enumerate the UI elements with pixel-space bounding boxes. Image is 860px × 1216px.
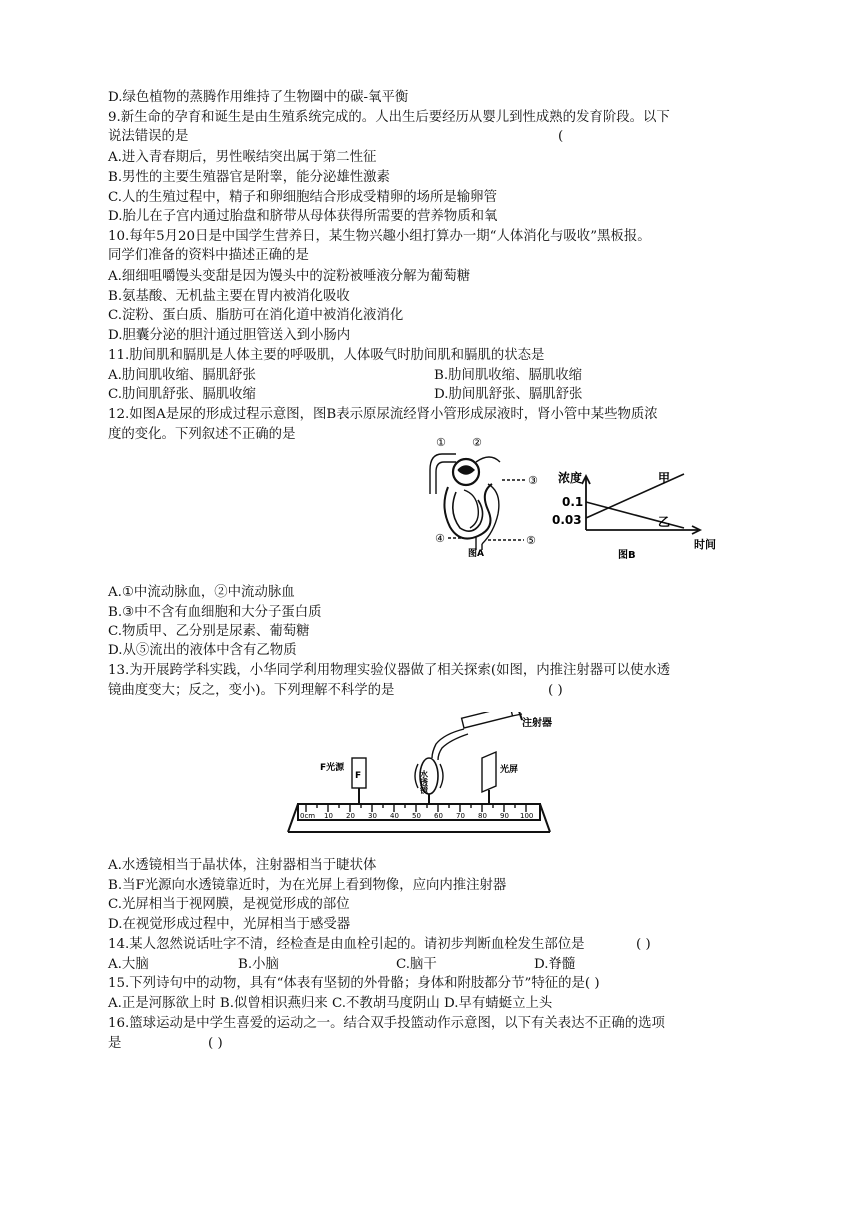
q11-stem: 11.肋间肌和膈肌是人体主要的呼吸肌，人体吸气时肋间肌和膈肌的状态是 [108, 348, 545, 363]
q15-stem: 15.下列诗句中的动物，具有“体表有坚韧的外骨骼；身体和附肢都分节”特征的是( ) [108, 976, 600, 991]
q13-stem-cont: 镜曲度变大；反之，变小)。下列理解不科学的是 [108, 683, 395, 698]
fig-b-xlabel: 时间 [694, 538, 716, 551]
q11-option-b: B.肋间肌收缩、膈肌收缩 [434, 368, 583, 383]
q11-option-d: D.肋间肌舒张、膈肌舒张 [434, 387, 583, 402]
ruler-label-100: 100 [520, 812, 534, 820]
ruler-label-80: 80 [478, 812, 487, 820]
fig-a-mark-2: ② [472, 436, 482, 449]
f-letter-label: F [355, 771, 362, 781]
q12-stem-cont: 度的变化。下列叙述不正确的是 [108, 427, 296, 442]
q12-stem: 12.如图A是尿的形成过程示意图，图B表示原尿流经肾小管形成尿液时，肾小管中某些物质浓 [108, 407, 658, 422]
water-lens-label: 水透镜 [419, 770, 429, 794]
ruler-label-20: 20 [346, 812, 355, 820]
fig-b-series-yi-label: 乙 [658, 515, 671, 529]
q9-option-c: C.人的生殖过程中，精子和卵细胞结合形成受精卵的场所是输卵管 [108, 190, 497, 205]
f-source-label: F光源 [320, 763, 345, 773]
ruler-label-90: 90 [500, 812, 509, 820]
q9-stem-cont: 说法错误的是 [108, 129, 189, 144]
fig-a-mark-3: ③ [528, 474, 538, 487]
q10-option-a: A.细细咀嚼馒头变甜是因为馒头中的淀粉被唾液分解为葡萄糖 [108, 269, 471, 284]
ruler-label-70: 70 [456, 812, 465, 820]
q12-option-d: D.从⑤流出的液体中含有乙物质 [108, 643, 297, 658]
ruler-label-30: 30 [368, 812, 377, 820]
q10-option-d: D.胆囊分泌的胆汁通过胆管送入到小肠内 [108, 328, 351, 343]
q9-answer-paren: ( [558, 129, 564, 144]
optical-bench-figure [284, 712, 554, 842]
q16-answer-paren: ( ) [208, 1036, 223, 1051]
q15-options: A.正是河豚欲上时 B.似曾相识燕归来 C.不教胡马度阴山 D.早有蜻蜓立上头 [108, 996, 553, 1011]
q9-option-b: B.男性的主要生殖器官是附睾，能分泌雄性激素 [108, 170, 390, 185]
q13-stem: 13.为开展跨学科实践，小华同学利用物理实验仪器做了相关探索(如图，内推注射器可以使水透 [108, 663, 671, 678]
q10-option-c: C.淀粉、蛋白质、脂肪可在消化道中被消化液消化 [108, 308, 404, 323]
ruler-label-40: 40 [390, 812, 399, 820]
q13-option-c: C.光屏相当于视网膜，是视觉形成的部位 [108, 897, 350, 912]
fig-a-mark-1: ① [436, 436, 446, 449]
fig-a-mark-4: ④ [435, 532, 445, 545]
q10-option-b: B.氨基酸、无机盐主要在胃内被消化吸收 [108, 289, 350, 304]
q16-stem: 16.篮球运动是中学生喜爱的运动之一。结合双手投篮动作示意图，以下有关表达不正确的选项 [108, 1016, 665, 1031]
q13-option-b: B.当F光源向水透镜靠近时，为在光屏上看到物像，应向内推注射器 [108, 878, 507, 893]
ruler-label-50: 50 [412, 812, 421, 820]
fig-b-series-jia-label: 甲 [658, 471, 671, 485]
ruler-label-60: 60 [434, 812, 443, 820]
q8-option-d: D.绿色植物的蒸腾作用维持了生物圈中的碳-氧平衡 [108, 90, 409, 105]
q11-option-a: A.肋间肌收缩、膈肌舒张 [108, 368, 256, 383]
q14-option-b: B.小脑 [238, 957, 279, 972]
screen-label: 光屏 [500, 765, 519, 775]
q9-option-a: A.进入青春期后，男性喉结突出属于第二性征 [108, 150, 377, 165]
fig-b-tick-high: 0.1 [562, 495, 584, 509]
concentration-graph [548, 464, 728, 574]
q13-option-d: D.在视觉形成过程中，光屏相当于感受器 [108, 917, 351, 932]
q14-option-d: D.脊髓 [534, 957, 576, 972]
q10-stem-cont: 同学们准备的资料中描述正确的是 [108, 248, 309, 263]
fig-a-mark-5: ⑤ [526, 534, 536, 547]
syringe-label: 注射器 [522, 718, 552, 729]
q12-option-a: A.①中流动脉血，②中流动脉血 [108, 585, 295, 600]
q14-option-a: A.大脑 [108, 957, 149, 972]
q12-option-c: C.物质甲、乙分别是尿素、葡萄糖 [108, 624, 310, 639]
q14-answer-paren: ( ) [636, 937, 651, 952]
fig-b-ylabel: 浓度 [558, 471, 583, 485]
ruler-label-0: 0cm [300, 812, 316, 820]
fig-a-caption: 图A [468, 549, 484, 559]
q12-option-b: B.③中不含有血细胞和大分子蛋白质 [108, 605, 322, 620]
q11-option-c: C.肋间肌舒张、膈肌收缩 [108, 387, 256, 402]
q9-option-d: D.胎儿在子宫内通过胎盘和脐带从母体获得所需要的营养物质和氧 [108, 209, 498, 224]
fig-b-caption: 图B [618, 550, 636, 561]
q9-stem: 9.新生命的孕育和诞生是由生殖系统完成的。人出生后要经历从婴儿到性成熟的发育阶段。以下 [108, 110, 670, 125]
q13-option-a: A.水透镜相当于晶状体，注射器相当于睫状体 [108, 858, 377, 873]
q14-stem: 14.某人忽然说话吐字不清，经检查是由血栓引起的。请初步判断血栓发生部位是 [108, 937, 585, 952]
q13-answer-paren: ( ) [548, 683, 563, 698]
nephron-diagram [418, 432, 553, 562]
q14-option-c: C.脑干 [396, 957, 437, 972]
fig-b-tick-low: 0.03 [552, 513, 582, 527]
q16-stem-cont: 是 [108, 1036, 122, 1051]
q10-stem: 10.每年5月20日是中国学生营养日，某生物兴趣小组打算办一期“人体消化与吸收”黑板报。 [108, 229, 651, 244]
ruler-label-10: 10 [324, 812, 333, 820]
